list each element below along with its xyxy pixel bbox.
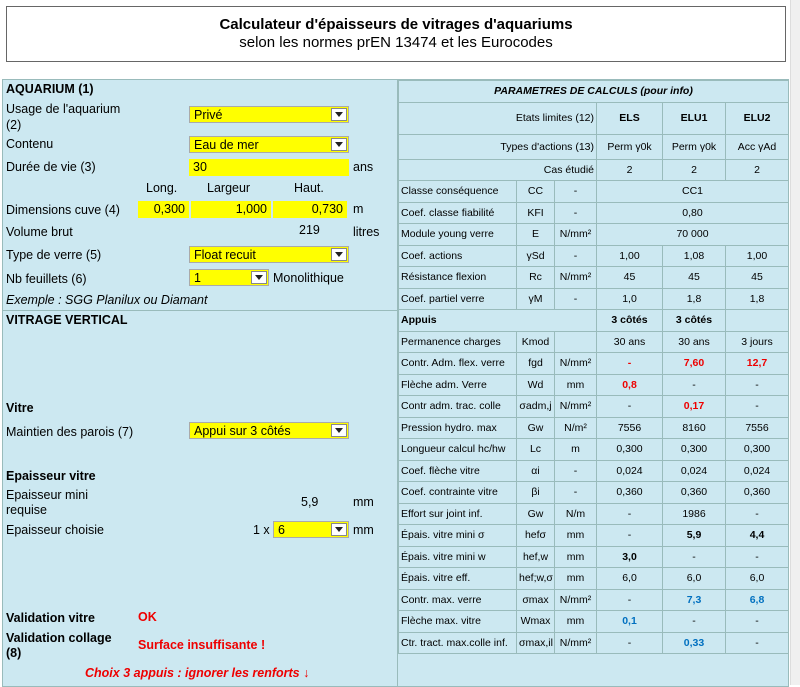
result-unit: N/m²	[555, 417, 597, 439]
result-unit	[555, 331, 597, 353]
contenu-select[interactable]	[189, 136, 349, 153]
cas-1: 2	[597, 159, 663, 181]
param-row	[399, 288, 789, 310]
type-2: Perm γ0k	[663, 134, 726, 159]
contenu-label: Contenu	[6, 137, 54, 151]
result-unit: N/mm²	[555, 353, 597, 375]
result-unit: N/m	[555, 503, 597, 525]
chevron-down-icon[interactable]	[331, 108, 347, 121]
param-value: 45	[597, 267, 663, 289]
param-symbol: CC	[517, 181, 555, 203]
result-value: -	[726, 611, 789, 633]
usage-number: (2)	[6, 118, 22, 132]
param-symbol: γSd	[517, 245, 555, 267]
type-1: Perm γ0k	[597, 134, 663, 159]
result-value: 0,300	[597, 439, 663, 461]
param-name: Module young verre	[399, 224, 517, 246]
result-unit: N/mm²	[555, 589, 597, 611]
etats-row	[399, 102, 789, 134]
volume-label: Volume brut	[6, 225, 73, 239]
result-value: 7556	[597, 417, 663, 439]
params-table	[398, 80, 789, 654]
result-value: 6,0	[597, 568, 663, 590]
usage-select[interactable]	[189, 106, 349, 123]
result-row	[399, 503, 789, 525]
result-symbol: Gw	[517, 417, 555, 439]
result-row	[399, 632, 789, 654]
result-value: 30 ans	[663, 331, 726, 353]
param-value: 0,80	[597, 202, 789, 224]
right-panel	[397, 79, 789, 687]
left-panel	[2, 79, 398, 687]
result-unit: N/mm²	[555, 396, 597, 418]
result-symbol: σmax	[517, 589, 555, 611]
param-unit: -	[555, 202, 597, 224]
usage-label: Usage de l'aquarium	[6, 102, 121, 116]
result-value: -	[726, 374, 789, 396]
result-value: -	[726, 503, 789, 525]
type-3: Acc γAd	[726, 134, 789, 159]
epaisseur-title: Epaisseur vitre	[6, 469, 96, 483]
result-row	[399, 589, 789, 611]
etat-elu2: ELU2	[726, 102, 789, 134]
result-unit: mm	[555, 568, 597, 590]
result-value: 12,7	[726, 353, 789, 375]
nb-feuillets-text: Monolithique	[273, 271, 344, 285]
result-unit: mm	[555, 374, 597, 396]
param-row	[399, 202, 789, 224]
dim-header-long: Long.	[146, 181, 178, 195]
volume-unit: litres	[353, 225, 380, 239]
result-symbol: hef,w	[517, 546, 555, 568]
param-value: 70 000	[597, 224, 789, 246]
nb-feuillets-label: Nb feuillets (6)	[6, 272, 87, 286]
validation-collage-status: Surface insuffisante !	[138, 638, 266, 652]
dim-header-largeur: Largeur	[207, 181, 251, 195]
result-value: 30 ans	[597, 331, 663, 353]
result-value: -	[726, 632, 789, 654]
result-unit: mm	[555, 525, 597, 547]
result-row	[399, 611, 789, 633]
param-unit: -	[555, 245, 597, 267]
param-symbol: Rc	[517, 267, 555, 289]
type-verre-value: Float recuit	[194, 248, 256, 262]
result-value: 0,1	[597, 611, 663, 633]
result-symbol: βi	[517, 482, 555, 504]
maintien-value: Appui sur 3 côtés	[194, 424, 291, 438]
param-row	[399, 224, 789, 246]
result-name: Ctr. tract. max.colle inf.	[399, 632, 517, 654]
result-row	[399, 331, 789, 353]
result-row	[399, 568, 789, 590]
result-value: 0,300	[663, 439, 726, 461]
param-row	[399, 181, 789, 203]
dim-header-haut: Haut.	[294, 181, 324, 195]
cas-2: 2	[663, 159, 726, 181]
result-symbol: Wmax	[517, 611, 555, 633]
param-value: 1,00	[726, 245, 789, 267]
validation-vitre-status: OK	[138, 610, 157, 624]
result-symbol: hef;w,σ	[517, 568, 555, 590]
chevron-down-icon[interactable]	[251, 271, 267, 284]
result-value: -	[663, 374, 726, 396]
epaisseur-choisie-value: 6	[278, 523, 285, 537]
duree-unit: ans	[353, 160, 374, 174]
types-row	[399, 134, 789, 159]
result-value: 6,0	[726, 568, 789, 590]
validation-vitre-label: Validation vitre	[6, 611, 95, 625]
chevron-down-icon[interactable]	[331, 424, 347, 437]
epaisseur-mini-unit: mm	[353, 495, 374, 509]
result-value: -	[597, 503, 663, 525]
result-value: 7,3	[663, 589, 726, 611]
result-value: 1986	[663, 503, 726, 525]
param-name: Classe conséquence	[399, 181, 517, 203]
param-unit: -	[555, 181, 597, 203]
result-value: 6,8	[726, 589, 789, 611]
result-value: 0,33	[663, 632, 726, 654]
result-name: Effort sur joint inf.	[399, 503, 517, 525]
param-value: 1,00	[597, 245, 663, 267]
param-row	[399, 245, 789, 267]
result-value: 4,4	[726, 525, 789, 547]
result-symbol: hefσ	[517, 525, 555, 547]
result-value: 0,024	[726, 460, 789, 482]
maintien-select[interactable]	[189, 422, 349, 439]
nb-feuillets-select[interactable]	[189, 269, 269, 286]
result-value: 7,60	[663, 353, 726, 375]
result-name: Épais. vitre mini σ	[399, 525, 517, 547]
volume-value: 219	[299, 223, 320, 237]
result-symbol: Wd	[517, 374, 555, 396]
param-name: Coef. partiel verre	[399, 288, 517, 310]
vitrage-title: VITRAGE VERTICAL	[6, 313, 128, 327]
epaisseur-mini-label: Epaisseur mini	[6, 488, 88, 502]
result-symbol: αi	[517, 460, 555, 482]
result-value: -	[663, 546, 726, 568]
result-row	[399, 525, 789, 547]
validation-collage-number: (8)	[6, 646, 22, 660]
result-unit: m	[555, 439, 597, 461]
epaisseur-choisie-prefix: 1 x	[253, 523, 270, 537]
result-value: -	[597, 396, 663, 418]
result-row	[399, 374, 789, 396]
epaisseur-choisie-select[interactable]	[273, 521, 349, 538]
result-row	[399, 417, 789, 439]
result-value: 0,8	[597, 374, 663, 396]
choix-note: Choix 3 appuis : ignorer les renforts ↓	[85, 666, 310, 680]
result-symbol: Gw	[517, 503, 555, 525]
exemple-note: Exemple : SGG Planilux ou Diamant	[6, 293, 208, 307]
dim-largeur-input[interactable]: 1,000	[191, 201, 271, 218]
result-value: 0,360	[726, 482, 789, 504]
result-symbol: Kmod	[517, 331, 555, 353]
result-name: Coef. flèche vitre	[399, 460, 517, 482]
vitre-title: Vitre	[6, 401, 34, 415]
param-name: Résistance flexion	[399, 267, 517, 289]
dim-long-input[interactable]: 0,300	[138, 201, 189, 218]
param-value: 1,0	[597, 288, 663, 310]
result-value: 0,024	[663, 460, 726, 482]
result-symbol: σadm,j	[517, 396, 555, 418]
result-name: Contr adm. trac. colle	[399, 396, 517, 418]
epaisseur-choisie-label: Epaisseur choisie	[6, 523, 104, 537]
param-symbol: E	[517, 224, 555, 246]
param-unit: -	[555, 288, 597, 310]
params-title: PARAMETRES DE CALCULS (pour info)	[399, 81, 789, 103]
validation-collage-label: Validation collage	[6, 631, 112, 645]
result-unit: -	[555, 460, 597, 482]
result-name: Longueur calcul hc/hw	[399, 439, 517, 461]
type-verre-label: Type de verre (5)	[6, 248, 102, 262]
param-value: 45	[663, 267, 726, 289]
duree-label: Durée de vie (3)	[6, 160, 96, 174]
param-value: CC1	[597, 181, 789, 203]
result-value: 8160	[663, 417, 726, 439]
result-row	[399, 353, 789, 375]
param-value: 1,08	[663, 245, 726, 267]
result-value: 3 jours	[726, 331, 789, 353]
result-row	[399, 460, 789, 482]
result-unit: -	[555, 482, 597, 504]
result-unit: N/mm²	[555, 632, 597, 654]
result-name: Épais. vitre mini w	[399, 546, 517, 568]
result-value: -	[597, 525, 663, 547]
result-value: 0,17	[663, 396, 726, 418]
param-value: 1,8	[663, 288, 726, 310]
result-name: Flèche max. vitre	[399, 611, 517, 633]
duree-input[interactable]: 30	[189, 159, 349, 176]
param-row	[399, 267, 789, 289]
appuis-1: 3 côtés	[597, 310, 663, 332]
param-unit: N/mm²	[555, 224, 597, 246]
dim-haut-input[interactable]: 0,730	[273, 201, 347, 218]
type-verre-select[interactable]	[189, 246, 349, 263]
param-unit: N/mm²	[555, 267, 597, 289]
result-name: Coef. contrainte vitre	[399, 482, 517, 504]
param-name: Coef. classe fiabilité	[399, 202, 517, 224]
result-name: Flèche adm. Verre	[399, 374, 517, 396]
result-row	[399, 396, 789, 418]
etats-label: Etats limites (12)	[399, 102, 597, 134]
appuis-3	[726, 310, 789, 332]
param-value: 45	[726, 267, 789, 289]
result-row	[399, 439, 789, 461]
result-value: -	[663, 611, 726, 633]
result-row	[399, 546, 789, 568]
param-value: 1,8	[726, 288, 789, 310]
cas-label: Cas étudié	[399, 159, 597, 181]
appuis-2: 3 côtés	[663, 310, 726, 332]
result-value: 0,360	[597, 482, 663, 504]
result-value: 3,0	[597, 546, 663, 568]
result-name: Pression hydro. max	[399, 417, 517, 439]
section-divider	[3, 310, 398, 311]
chevron-down-icon[interactable]	[331, 248, 347, 261]
chevron-down-icon[interactable]	[331, 523, 347, 536]
epaisseur-choisie-unit: mm	[353, 523, 374, 537]
dim-unit: m	[353, 202, 364, 216]
cas-3: 2	[726, 159, 789, 181]
appuis-row	[399, 310, 789, 332]
result-value: -	[726, 546, 789, 568]
contenu-value: Eau de mer	[194, 138, 259, 152]
result-value: -	[597, 589, 663, 611]
param-name: Coef. actions	[399, 245, 517, 267]
result-row	[399, 482, 789, 504]
result-symbol: fgd	[517, 353, 555, 375]
result-value: 6,0	[663, 568, 726, 590]
result-unit: mm	[555, 611, 597, 633]
result-value: 5,9	[663, 525, 726, 547]
page-subtitle: selon les normes prEN 13474 et les Eurocodes	[239, 34, 553, 51]
etat-els: ELS	[597, 102, 663, 134]
result-value: 7556	[726, 417, 789, 439]
param-symbol: KFI	[517, 202, 555, 224]
result-value: -	[726, 396, 789, 418]
result-unit: mm	[555, 546, 597, 568]
epaisseur-mini-label-2: requise	[6, 503, 47, 517]
types-label: Types d'actions (13)	[399, 134, 597, 159]
result-symbol: Lc	[517, 439, 555, 461]
result-name: Permanence charges	[399, 331, 517, 353]
param-symbol: γM	[517, 288, 555, 310]
result-symbol: σmax,il	[517, 632, 555, 654]
result-name: Contr. Adm. flex. verre	[399, 353, 517, 375]
result-value: 0,360	[663, 482, 726, 504]
dim-label: Dimensions cuve (4)	[6, 203, 120, 217]
result-value: -	[597, 632, 663, 654]
chevron-down-icon[interactable]	[331, 138, 347, 151]
epaisseur-mini-value: 5,9	[301, 495, 319, 509]
scrollbar[interactable]	[790, 0, 800, 685]
result-value: 0,300	[726, 439, 789, 461]
usage-value: Privé	[194, 108, 223, 122]
result-name: Contr. max. verre	[399, 589, 517, 611]
page-title: Calculateur d'épaisseurs de vitrages d'aquariums	[219, 16, 573, 33]
result-name: Épais. vitre eff.	[399, 568, 517, 590]
nb-feuillets-value: 1	[194, 271, 201, 285]
appuis-label: Appuis	[399, 310, 597, 332]
result-value: -	[597, 353, 663, 375]
etat-elu1: ELU1	[663, 102, 726, 134]
aquarium-title: AQUARIUM (1)	[6, 82, 94, 96]
maintien-label: Maintien des parois (7)	[6, 425, 134, 439]
result-value: 0,024	[597, 460, 663, 482]
header-box	[6, 6, 786, 62]
cas-row	[399, 159, 789, 181]
params-title-row	[399, 81, 789, 103]
